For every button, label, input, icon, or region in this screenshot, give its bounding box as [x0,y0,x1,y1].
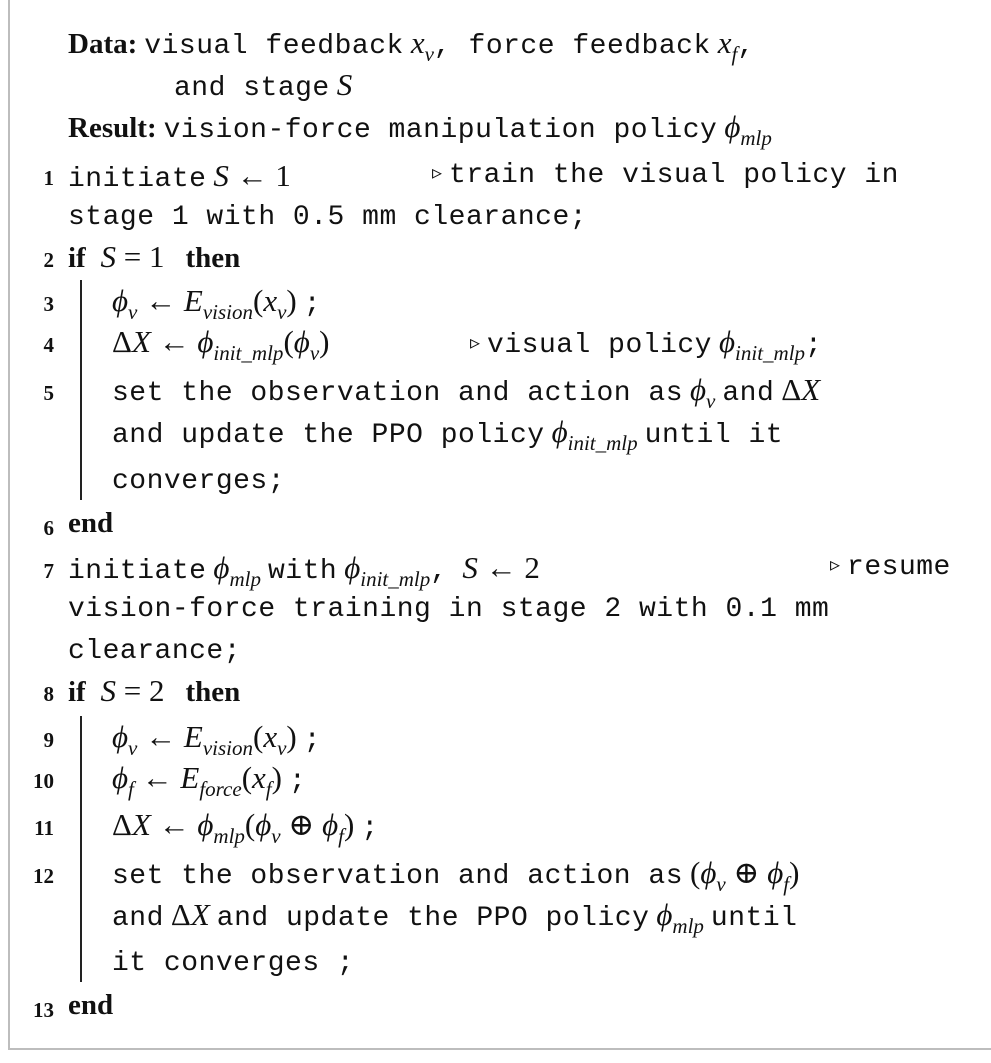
math-phi-mlp: $\phi_{mlp}$ [724,109,772,150]
triangle-right-icon: ▹ [470,330,481,354]
data-line-cont [174,69,352,103]
math-phi-init-mlp: $\phi_{init\_mlp}$ [718,324,806,365]
line7-comment: resume [847,552,951,583]
math-S: S [336,67,353,102]
line5-text: set the observation and action as [112,378,683,409]
kw-then: then [185,676,241,708]
line7-cont2: clearance; [68,636,242,667]
math-S-assign-1: S ← 1 [213,158,291,193]
kw-end: end [68,989,114,1021]
semicolon: ; [805,330,823,361]
math-phi-init-mlp: $\phi_{init\_mlp}$ [344,550,431,591]
line7-with: with [267,556,338,587]
block-bar [80,280,82,500]
line-1 [68,160,291,194]
math-x-v: $x_v$ [410,25,434,66]
kw-if: if [68,676,86,708]
line-number: 5 [43,381,54,405]
line5-cont2: converges; [112,466,286,497]
block-bar [80,716,82,982]
result-colon: : [146,112,157,144]
line-4 [112,324,330,365]
line-6 [68,509,113,538]
line-8 [68,675,240,707]
math-delta-x-concat: ΔX ← $\phi_{mlp}(\phi_v$ ⊕ $\phi_f$) [112,807,355,848]
line-1-cont [68,202,587,232]
result-line [68,109,772,150]
math-phi-v-assign: $\phi_v$ ← $E_{vision}(x_v)$ [112,283,297,324]
line7-cont1: vision-force training in stage 2 with 0.1 mm [68,594,830,625]
line7-comma: , [430,556,448,587]
data-line [68,25,755,66]
line-number: 8 [43,682,54,706]
math-x-f: $x_f$ [717,25,738,66]
math-S-assign-2: S ← 2 [454,550,540,585]
line-12-cont-1 [112,897,798,938]
math-phi-mlp: $\phi_{mlp}$ [213,550,261,591]
line-number: 3 [43,292,54,316]
line-number: 7 [43,559,54,583]
line-number: 4 [43,333,54,357]
math-phi-mlp: $\phi_{mlp}$ [656,897,704,938]
math-S-eq-2: S = 2 [92,673,165,708]
line-3 [112,283,322,324]
line12-cont1: and update the PPO policy [216,903,650,934]
line-7-cont-2 [68,636,241,666]
line1-comment: train the visual policy in [449,160,899,191]
line-number: 10 [33,769,54,793]
line-10 [112,760,307,801]
line-1-comment [432,160,899,190]
line-7 [68,550,540,591]
line-5 [112,372,821,413]
math-phi-v-assign: $\phi_v$ ← $E_{vision}(x_v)$ [112,719,297,760]
data-label: Data [68,28,128,60]
semicolon: ; [303,725,322,756]
line-9 [112,719,322,760]
math-delta-x: ΔX [170,897,210,932]
line5-and: and [722,378,775,409]
math-delta-x: ΔX [781,372,821,407]
semicolon: ; [361,813,379,844]
line1-cont: stage 1 with 0.5 mm clearance; [68,202,588,233]
math-phi-v: $\phi_v$ [690,372,716,413]
data-colon: : [127,28,138,60]
math-phi-init-mlp: $\phi_{init\_mlp}$ [551,414,638,455]
data-text-comma: , [737,31,755,62]
triangle-right-icon: ▹ [432,160,443,184]
line-7-cont-1 [68,594,829,624]
line12-until: until [710,903,798,934]
semicolon: ; [288,766,307,797]
line12-text: set the observation and action as [112,861,683,892]
kw-end: end [68,507,114,539]
line5-cont1: and update the PPO policy [112,420,545,451]
line1-text: initiate [68,164,207,195]
result-label: Result [68,112,147,144]
triangle-right-icon: ▹ [830,552,841,576]
kw-then: then [185,242,241,274]
data-text-stage: and stage [174,73,330,104]
line-2 [68,241,240,273]
line12-cont2: it converges ; [112,948,355,979]
line12-and: and [112,903,164,934]
kw-if: if [68,242,86,274]
line-number: 6 [43,516,54,540]
line-number: 1 [43,166,54,190]
math-phi-f-assign: $\phi_f$ ← $E_{force}(x_f)$ [112,760,282,801]
line7-text: initiate [68,556,207,587]
math-S-eq-1: S = 1 [92,239,165,274]
line-number: 2 [43,248,54,272]
line-13 [68,991,113,1020]
line-number: 13 [33,998,54,1022]
math-delta-x-assign: ΔX ← $\phi_{init\_mlp}(\phi_v)$ [112,324,330,365]
line-number: 12 [33,864,54,888]
line-12-cont-2 [112,948,354,978]
line-12 [112,855,800,896]
line-5-cont-2 [112,466,285,496]
data-text-visual: visual feedback [144,31,404,62]
line-number: 11 [34,816,54,840]
line-11 [112,807,379,848]
line-5-cont-1 [112,414,784,455]
result-text: vision-force manipulation policy [163,115,718,146]
semicolon: ; [303,289,322,320]
line-4-comment [470,324,823,365]
line5-until: until it [644,420,784,451]
line-number: 9 [43,728,54,752]
line4-comment: visual policy [487,330,712,361]
math-phi-concat: ($\phi_v$ ⊕ $\phi_f$) [690,855,800,896]
line-7-comment [830,552,951,582]
data-text-force: , force feedback [433,31,711,62]
